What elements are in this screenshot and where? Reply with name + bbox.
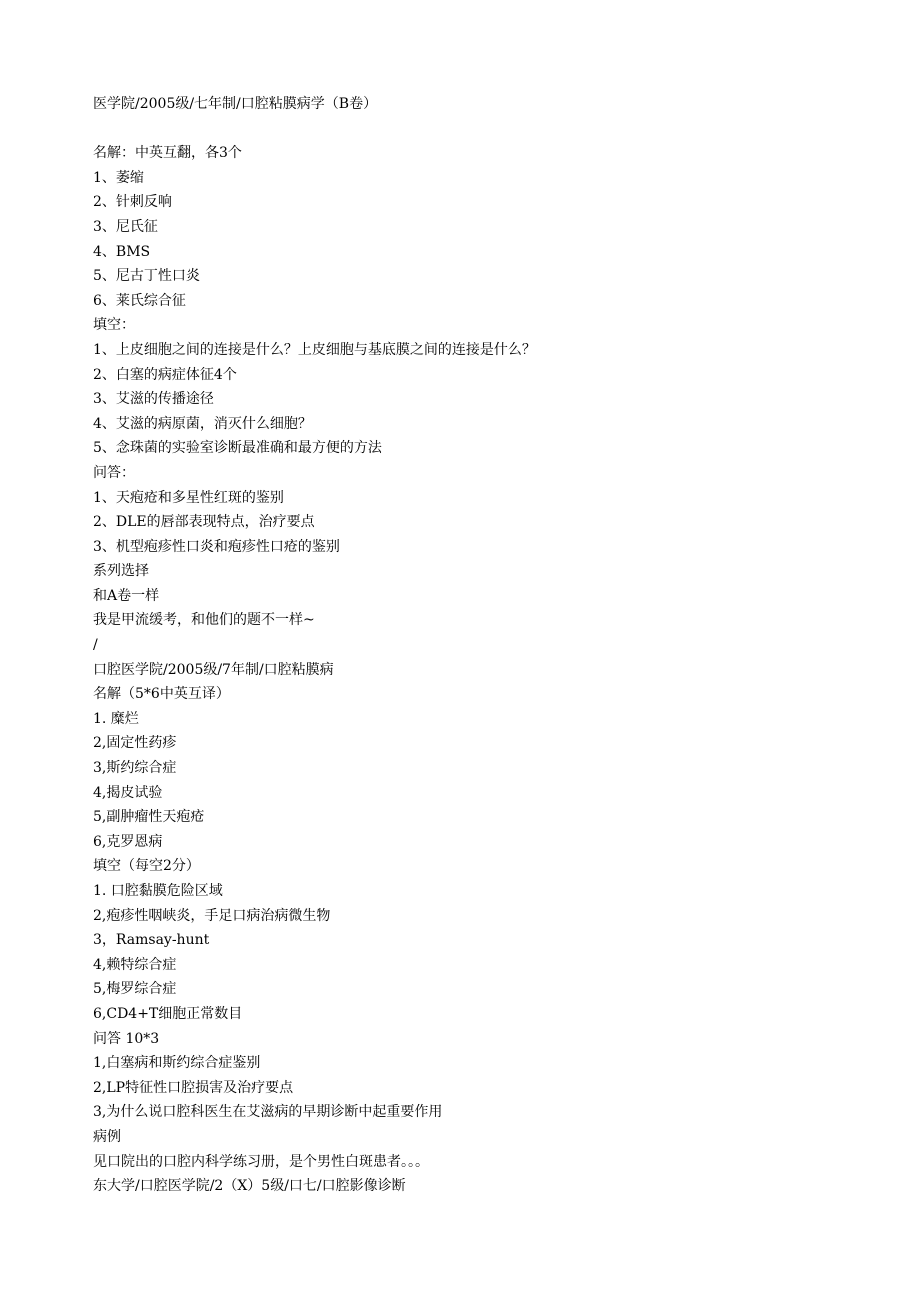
text-line: 5,梅罗综合症	[93, 981, 177, 998]
text-line: 2、针刺反响	[93, 194, 172, 211]
text-line: 2,疱疹性咽峡炎，手足口病治病微生物	[93, 907, 331, 924]
text-line: 6,CD4+T细胞正常数目	[93, 1005, 243, 1022]
text-line: 名解（5*6中英互译）	[93, 686, 230, 703]
text-line: 填空：	[93, 317, 135, 334]
text-line: 见口院出的口腔内科学练习册，是个男性白斑患者。。。	[93, 1153, 429, 1170]
text-line: 1,白塞病和斯约综合症鉴别	[93, 1055, 261, 1072]
text-line: 东大学/口腔医学院/2（X）5级/口七/口腔影像诊断	[93, 1178, 406, 1195]
text-line: 2,固定性药疹	[93, 735, 177, 752]
text-line: 我是甲流缓考，和他们的题不一样~	[93, 612, 315, 629]
document-title-line: 医学院/2005级/七年制/口腔粘膜病学（B卷）	[93, 96, 378, 112]
text-line: 病例	[93, 1128, 121, 1145]
text-line: 2、白塞的病症体征4个	[93, 366, 237, 383]
text-line: 3、机型疱疹性口炎和疱疹性口疮的鉴别	[93, 538, 340, 555]
text-line: 1. 口腔黏膜危险区域	[93, 883, 223, 899]
text-line: 3,为什么说口腔科医生在艾滋病的早期诊断中起重要作用	[93, 1104, 443, 1121]
text-line: 名解：中英互翻，各3个	[93, 145, 242, 162]
text-line: 5,副肿瘤性天疱疮	[93, 809, 205, 826]
text-line: 系列选择	[93, 563, 149, 580]
text-line: 口腔医学院/2005级/7年制/口腔粘膜病	[93, 661, 334, 678]
text-line: 5、念珠菌的实验室诊断最准确和最方便的方法	[93, 440, 382, 457]
text-line: 4、BMS	[93, 243, 151, 260]
text-line: 问答：	[93, 464, 135, 481]
text-line: 填空（每空2分）	[93, 858, 200, 875]
text-line: 6、莱氏综合征	[93, 292, 186, 309]
text-line: 6,克罗恩病	[93, 833, 163, 850]
text-line: 2、DLE的唇部表现特点，治疗要点	[93, 514, 315, 531]
text-line: 3,斯约综合症	[93, 760, 177, 777]
text-line: 4、艾滋的病原菌，消灭什么细胞？	[93, 415, 312, 432]
text-line: /	[93, 637, 98, 654]
text-line: 3、尼氏征	[93, 218, 158, 235]
text-line: 3、艾滋的传播途径	[93, 391, 214, 408]
document-body	[93, 92, 893, 1199]
text-line: 和A卷一样	[93, 587, 160, 604]
text-line: 1、上皮细胞之间的连接是什么？上皮细胞与基底膜之间的连接是什么？	[93, 341, 536, 358]
text-line: 3，Ramsay-hunt	[93, 932, 210, 949]
text-line: 1、天疱疮和多星性红斑的鉴别	[93, 489, 284, 506]
text-line: 4,揭皮试验	[93, 784, 163, 801]
text-line: 1、萎缩	[93, 169, 144, 186]
text-line: 1. 糜烂	[93, 710, 139, 727]
text-line: 5、尼古丁性口炎	[93, 268, 200, 285]
text-line: 2,LP特征性口腔损害及治疗要点	[93, 1079, 294, 1096]
text-line: 4,赖特综合症	[93, 956, 177, 973]
text-line: 问答 10*3	[93, 1030, 160, 1047]
